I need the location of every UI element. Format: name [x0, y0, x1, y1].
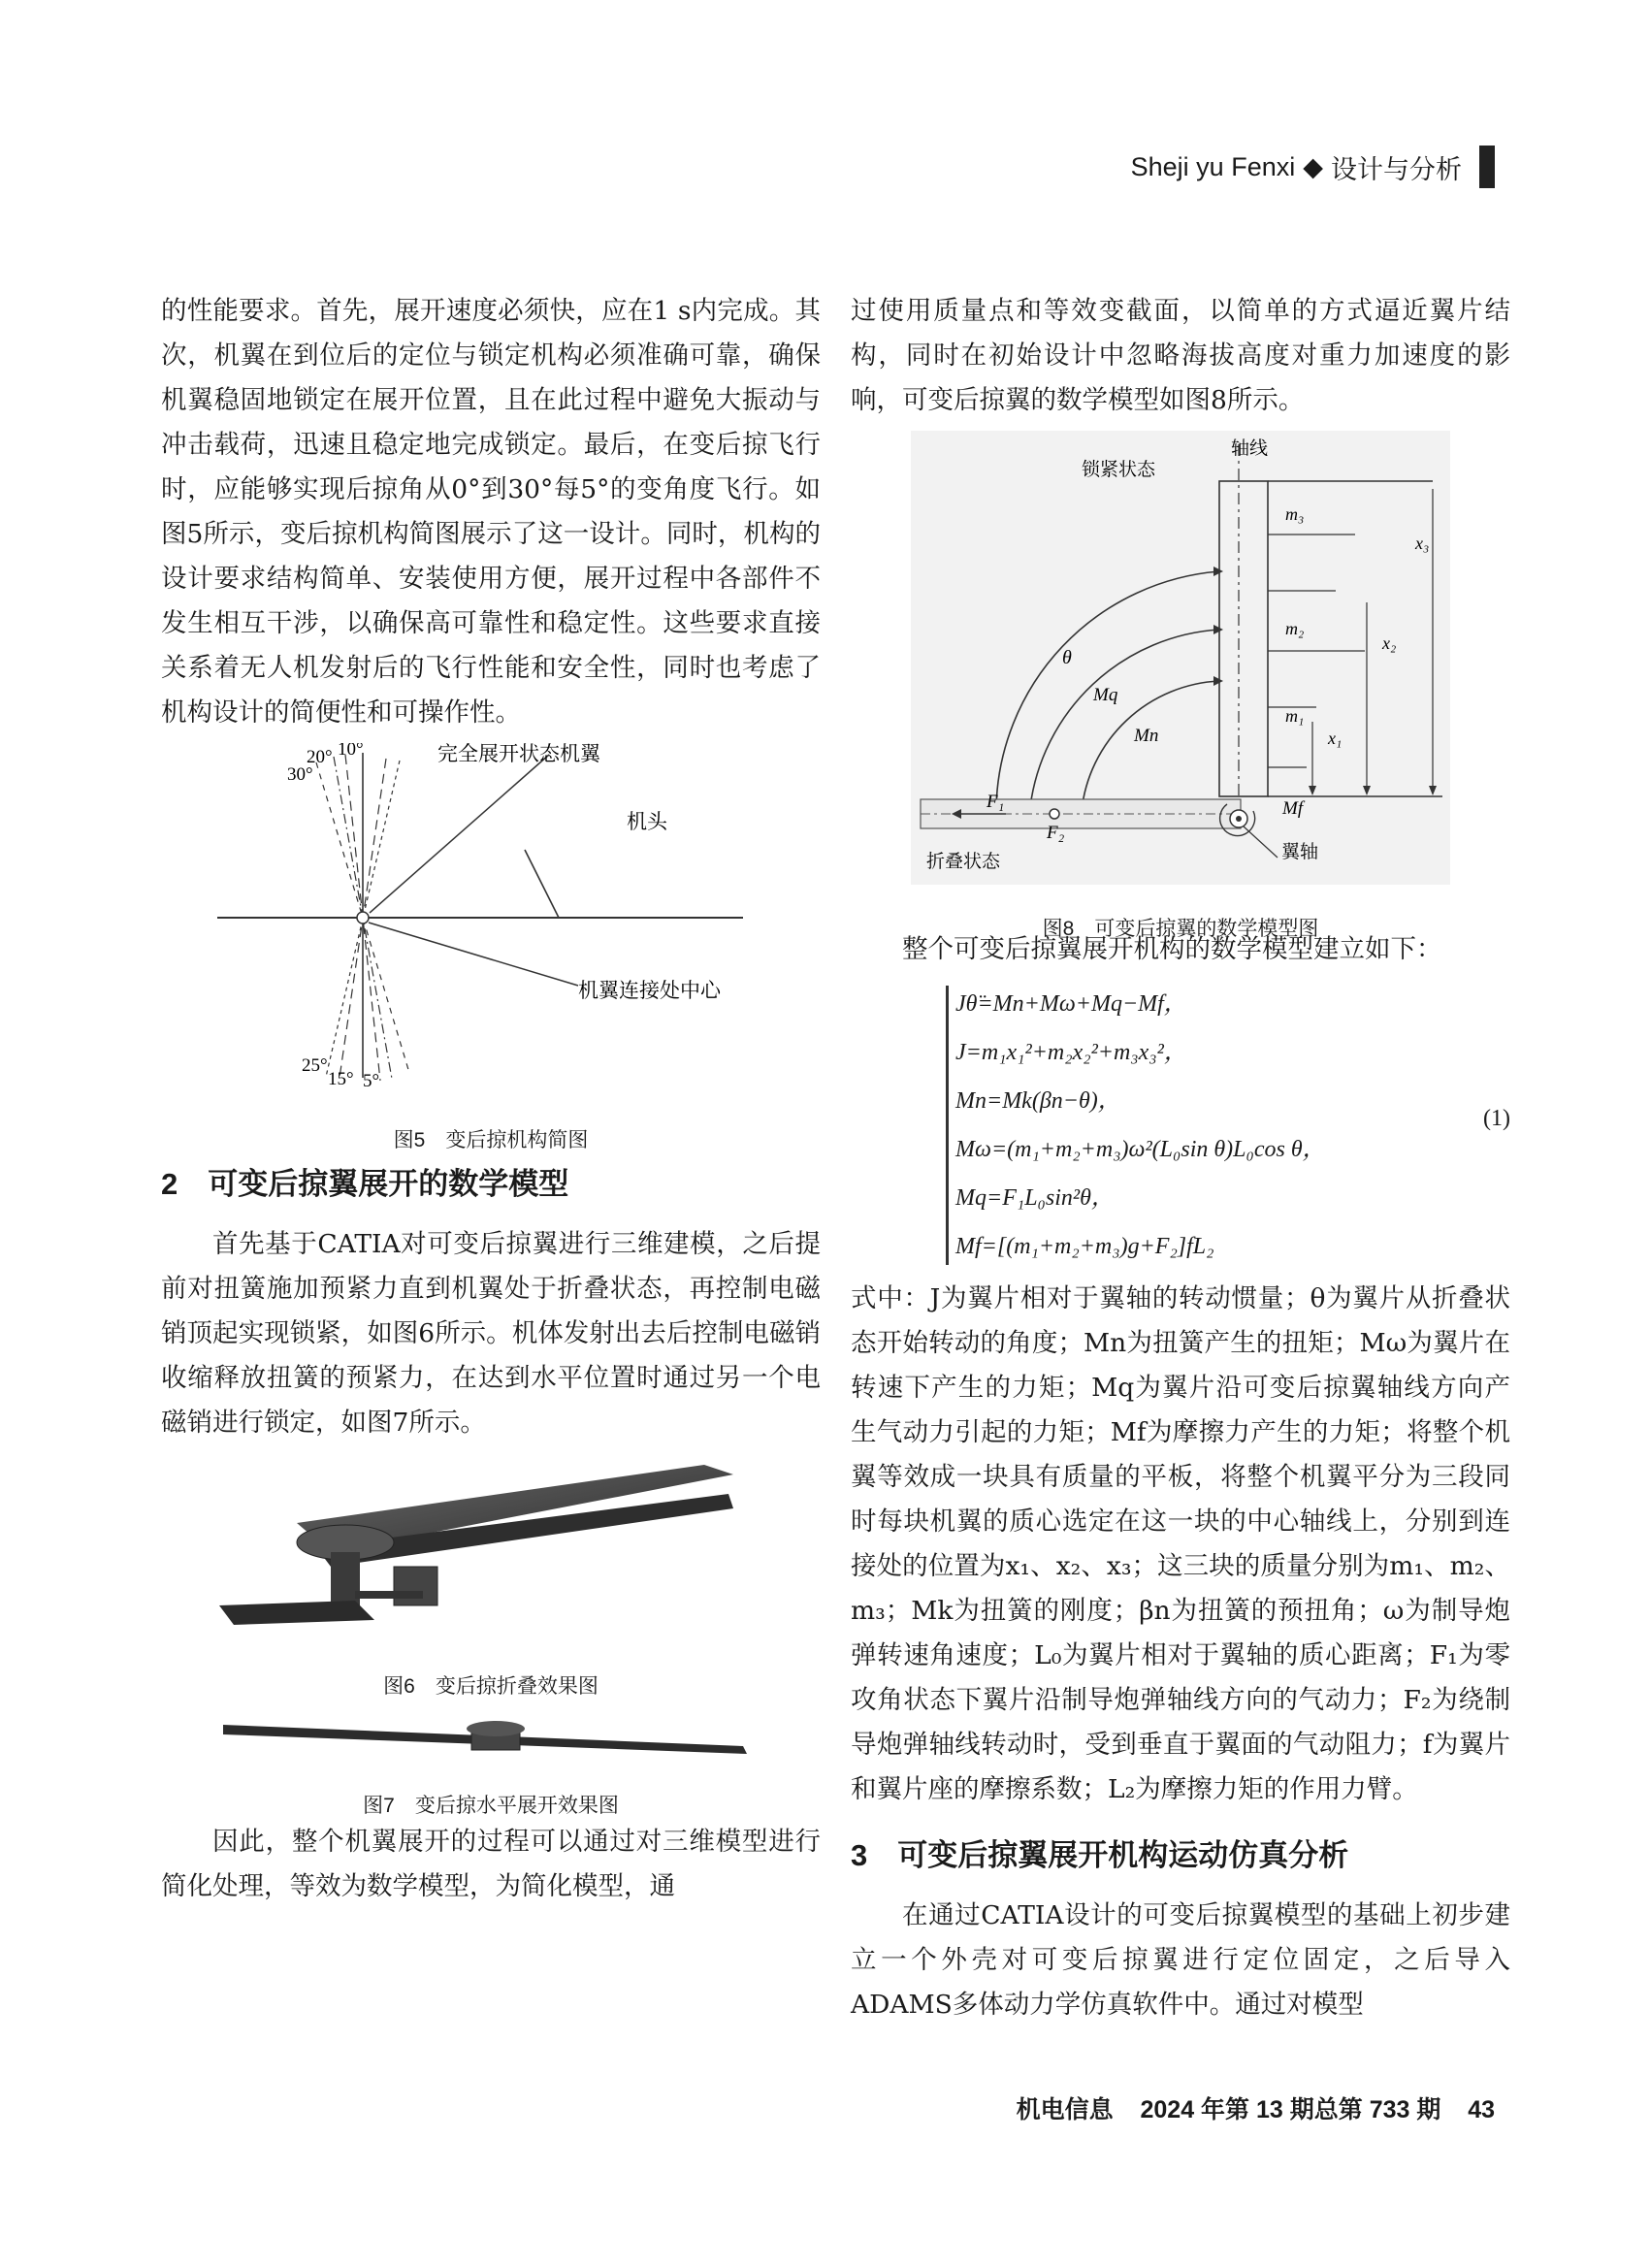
equation-line: J=m₁x₁²+m₂x₂²+m₃x₃²，: [955, 1040, 1187, 1065]
fig5-label-center: 机翼连接处中心: [578, 979, 721, 1002]
equation-lines: [955, 980, 1326, 1271]
figure-6-render: [161, 1455, 821, 1644]
fig8-Mq: Mq: [1093, 685, 1118, 705]
equation-line: Mf=[(m₁+m₂+m₃)g+F₂]fL₂: [955, 1234, 1214, 1259]
fig8-m2: m₂: [1285, 619, 1305, 638]
fig5-angle-25: 25°: [302, 1055, 328, 1076]
equation-brace: [946, 986, 949, 1265]
fig8-F1: F₁: [987, 792, 1005, 812]
footer-journal: 机电信息: [1016, 2096, 1114, 2123]
fig5-angle-30: 30°: [287, 764, 313, 785]
figure-7-caption: 图7 变后掠水平展开效果图: [363, 1795, 619, 1817]
header-pinyin: Sheji yu Fenxi: [1130, 151, 1296, 181]
header-bar: [1479, 146, 1495, 188]
left-paragraph-1: 的性能要求。首先，展开速度必须快，应在1 s内完成。其次，机翼在到位后的定位与锁定机构必须准确可靠，确保机翼稳固地锁定在展开位置，且在此过程中避免大振动与冲击载荷，迅速且稳定地完成锁定。最后，在变后掠飞行时，应能够实现后掠角从0°到30°每5°的变角度飞行。如图5所示，变后掠机构简图展示了这一设计。同时，机构的设计要求结构简单、安装使用方便，展开过程中各部件不发生相互干涉，以确保高可靠性和稳定性。这些要求直接关系着无人机发射后的飞行性能和安全性，同时也考虑了机构设计的简便性和可操作性。: [161, 296, 821, 728]
fig5-label-head: 机头: [627, 810, 667, 833]
figure-5: [161, 743, 821, 1151]
page-number: 43: [1468, 2096, 1495, 2123]
right-paragraph-1: 过使用质量点和等效变截面，以简单的方式逼近翼片结构，同时在初始设计中忽略海拔高度对重力加速度的影响，可变后掠翼的数学模型如图8所示。: [851, 296, 1510, 415]
right-paragraph-3: 在通过CATIA设计的可变后掠翼模型的基础上初步建立一个外壳对可变后掠翼进行定位固定，之后导入ADAMS多体动力学仿真软件中。通过对模型: [851, 1900, 1510, 2020]
figure-8: [851, 431, 1510, 940]
fig8-x2: x₂: [1382, 633, 1397, 653]
figure-8-caption: 图8 可变后掠翼的数学模型图: [1042, 918, 1319, 940]
fig8-hinge: 翼轴: [1281, 842, 1319, 862]
left-paragraph-2: 首先基于CATIA对可变后掠翼进行三维建模，之后提前对扭簧施加预紧力直到机翼处于折叠状态，再控制电磁销顶起实现锁紧，如图6所示。机体发射出去后控制电磁销收缩释放扭簧的预紧力，在达到水平位置时通过另一个电磁销进行锁定，如图7所示。: [161, 1229, 821, 1438]
left-column: [161, 289, 821, 1909]
figure-6-caption: 图6 变后掠折叠效果图: [383, 1675, 599, 1698]
equation-number: (1): [1483, 1106, 1510, 1131]
equation-intro: 整个可变后掠翼展开机构的数学模型建立如下：: [902, 934, 1442, 964]
running-header: [1131, 146, 1495, 188]
fig5-angle-10: 10°: [338, 743, 364, 760]
fig5-label-wing: 完全展开状态机翼: [437, 743, 600, 765]
diamond-icon: ◆: [1303, 151, 1323, 181]
fig8-F2: F₂: [1047, 823, 1065, 843]
fig8-x1: x₁: [1328, 729, 1343, 748]
left-paragraph-3: 因此，整个机翼展开的过程可以通过对三维模型进行简化处理，等效为数学模型，为简化模型，通: [161, 1827, 821, 1901]
fig5-angle-5: 5°: [363, 1071, 380, 1091]
figure-8-diagram: [851, 431, 1510, 887]
fig8-locked: 锁紧状态: [1082, 460, 1156, 480]
fig5-angle-20: 20°: [307, 747, 333, 767]
figure-5-diagram: [161, 743, 821, 1092]
right-column: [851, 289, 1510, 2027]
fig5-angle-15: 15°: [328, 1069, 354, 1089]
fig8-theta: θ: [1062, 647, 1072, 668]
equation-line: Mω=(m₁+m₂+m₃)ω²(L₀sin θ)L₀cos θ，: [955, 1137, 1326, 1162]
section-3-heading: 3 可变后掠翼展开机构运动仿真分析: [851, 1838, 1349, 1872]
figure-6: [161, 1455, 821, 1698]
fig8-x3: x₃: [1415, 534, 1430, 553]
fig8-Mf: Mf: [1282, 798, 1304, 819]
figure-7-render: [161, 1707, 821, 1766]
equation-line: Mq=F₁L₀sin²θ，: [955, 1185, 1115, 1211]
section-2-heading: 2 可变后掠翼展开的数学模型: [161, 1167, 569, 1201]
footer-issue: 2024 年第 13 期总第 733 期: [1140, 2096, 1441, 2123]
equation-line: Mn=Mk(βn−θ)，: [955, 1088, 1121, 1114]
figure-5-caption: 图5 变后掠机构简图: [393, 1129, 589, 1151]
figure-7: [161, 1707, 821, 1817]
fig8-axis: 轴线: [1231, 438, 1269, 459]
fig8-m1: m₁: [1285, 706, 1305, 726]
fig8-m3: m₃: [1285, 504, 1305, 524]
page-footer: [1017, 2090, 1495, 2125]
right-paragraph-2: 式中：J为翼片相对于翼轴的转动惯量；θ为翼片从折叠状态开始转动的角度；Mn为扭簧产生的扭矩；Mω为翼片在转速下产生的力矩；Mq为翼片沿可变后掠翼轴线方向产生气动力引起的力矩；Mf为摩擦力产生的力矩；将整个机翼等效成一块具有质量的平板，将整个机翼平分为三段同时每块机翼的质心选定在这一块的中心轴线上，分别到连接处的位置为x₁、x₂、x₃；这三块的质量分别为m₁、m₂、m₃；Mk为扭簧的刚度；βn为扭簧的预扭角；ω为制导炮弹转速角速度；L₀为翼片相对于翼轴的质心距离；F₁为零攻角状态下翼片沿制导炮弹轴线方向的气动力；F₂为绕制导炮弹轴线转动时，受到垂直于翼面的气动阻力；f为翼片和翼片座的摩擦系数；L₂为摩擦力矩的作用力臂。: [851, 1283, 1510, 1804]
fig8-Mn: Mn: [1134, 726, 1159, 746]
header-title: 设计与分析: [1331, 154, 1462, 184]
equation-block: [851, 980, 1510, 1273]
fig8-folded: 折叠状态: [926, 852, 1001, 872]
equation-line: Jθ̈=Mn+Mω+Mq−Mf，: [955, 991, 1187, 1017]
